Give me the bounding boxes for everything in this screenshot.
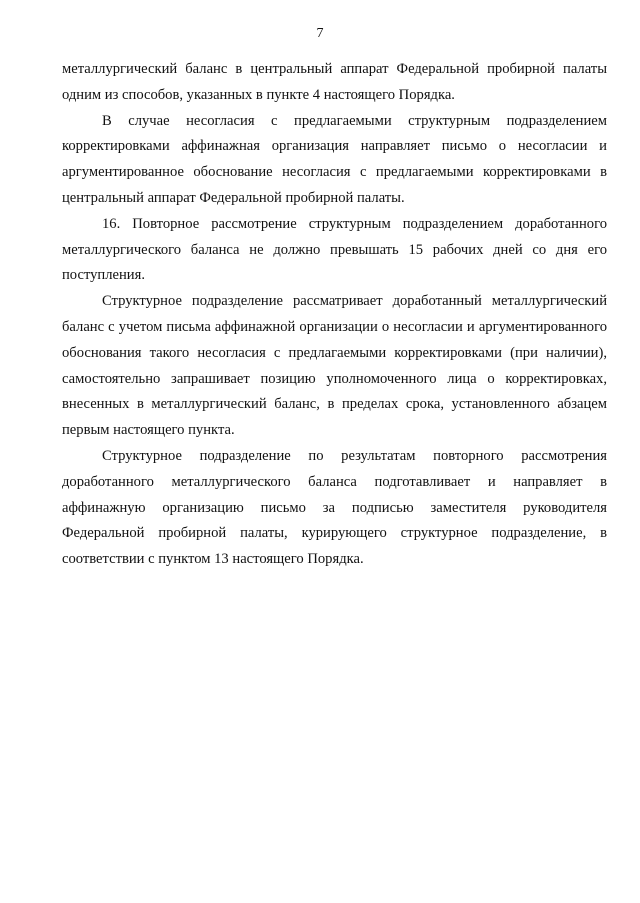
page-number: 7	[316, 26, 324, 41]
paragraph-review: Структурное подразделение рассматривает доработанный металлургический баланс с учетом письма аффинажной организации о несогласии и аргументированного обоснования такого несогласия с предлагаемыми корректировками (при наличии), самостоятельно запрашивает позицию уполномоченного лица о корректировках, внесенных в металлургический баланс, в пределах срока, установленного абзацем первым настоящего пункта.	[62, 293, 607, 439]
paragraph-disagreement: В случае несогласия с предлагаемыми структурным подразделением корректировками аффинажная организация направляет письмо о несогласии и аргументированное обоснование несогласия с предлагаемыми корректировками в центральный аппарат Федеральной пробирной палаты.	[62, 112, 607, 206]
paragraph-continuation: металлургический баланс в центральный аппарат Федеральной пробирной палаты одним из способов, указанных в пункте 4 настоящего Порядка.	[62, 61, 607, 103]
paragraph-result-letter: Структурное подразделение по результатам повторного рассмотрения доработанного металлургического баланса подготавливает и направляет в аффинажную организацию письмо за подписью заместителя руководителя Федеральной пробирной палаты, курирующего структурное подразделение, в соответствии с пунктом 13 настоящего Порядка.	[62, 447, 607, 568]
document-body	[62, 57, 607, 573]
paragraph-item-16: 16. Повторное рассмотрение структурным подразделением доработанного металлургического баланса не должно превышать 15 рабочих дней со дня его поступления.	[62, 215, 607, 284]
